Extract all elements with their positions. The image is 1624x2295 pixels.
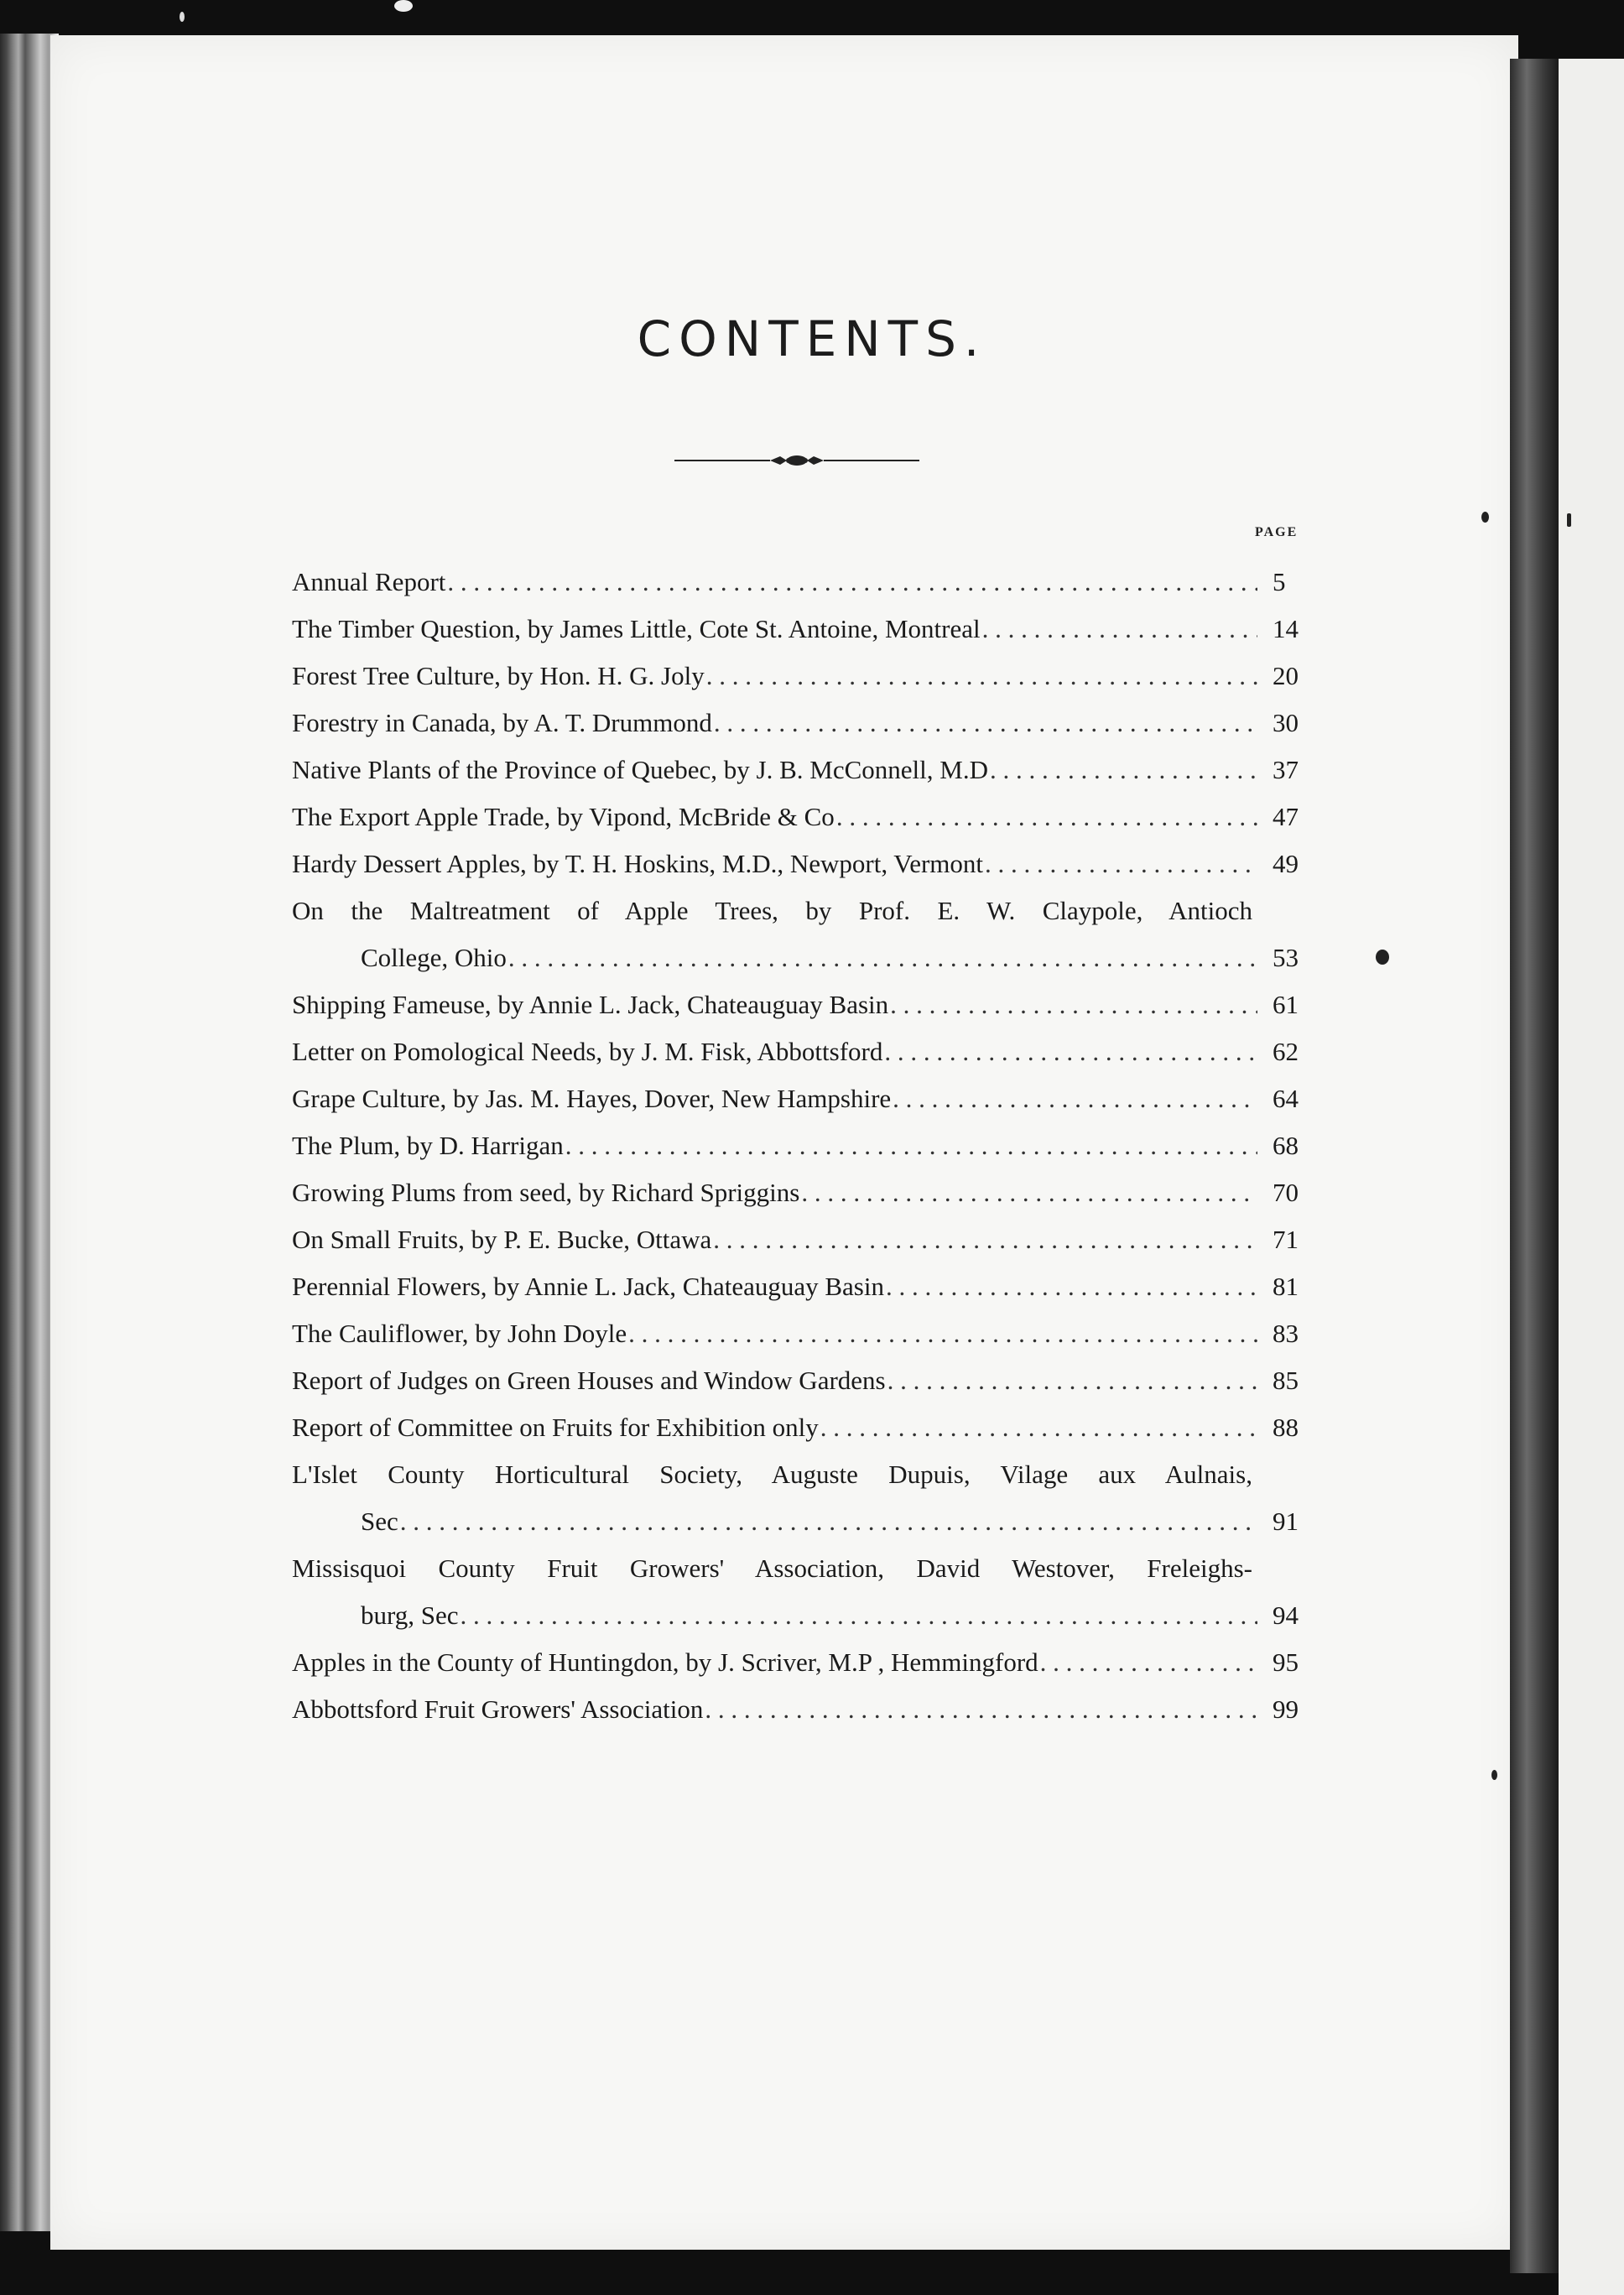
entry-page-number: 53 [1273, 943, 1299, 972]
entry-page-number: 94 [1273, 1600, 1299, 1630]
contents-entry [292, 1263, 1320, 1310]
entry-row [292, 1263, 1320, 1310]
entry-row [292, 981, 1320, 1028]
entry-title: Growing Plums from seed, by Richard Spriggins [292, 1178, 800, 1207]
contents-entry [292, 1122, 1320, 1169]
entry-row [292, 1075, 1320, 1122]
entry-page-number: 81 [1273, 1272, 1299, 1301]
contents-entry [292, 747, 1320, 794]
entry-page-number: 85 [1273, 1366, 1299, 1395]
dot-leader [461, 1592, 1257, 1639]
page-title: CONTENTS. [637, 310, 987, 367]
speck [180, 12, 185, 22]
entry-row [292, 1357, 1320, 1404]
entry-title: The Plum, by D. Harrigan [292, 1131, 564, 1160]
contents-entry [292, 840, 1320, 887]
dot-leader [1040, 1639, 1257, 1686]
dot-leader [565, 1122, 1257, 1169]
entry-row [292, 1686, 1320, 1733]
next-page-edge [1559, 59, 1624, 2295]
entry-row [292, 700, 1320, 747]
entry-title: Report of Judges on Green Houses and Window Gardens [292, 1366, 886, 1395]
dot-leader [508, 934, 1257, 981]
entry-title: Report of Committee on Fruits for Exhibition only [292, 1413, 819, 1442]
dot-leader [400, 1498, 1257, 1545]
entry-page-number: 61 [1273, 990, 1299, 1019]
dot-leader [820, 1404, 1257, 1451]
entry-row [292, 653, 1320, 700]
contents-entry [292, 1404, 1320, 1451]
entry-page-number: 5 [1273, 567, 1286, 596]
entry-title: Abbottsford Fruit Growers' Association [292, 1694, 704, 1724]
entry-title-line: On the Maltreatment of Apple Trees, by Prof. E. W. Claypole, Antioch [292, 896, 1252, 925]
contents-entry [292, 1686, 1320, 1733]
entry-page-number: 99 [1273, 1694, 1299, 1724]
entry-row [292, 934, 1320, 981]
entry-title: Sec [361, 1507, 398, 1536]
entry-title: Grape Culture, by Jas. M. Hayes, Dover, New Hampshire [292, 1084, 892, 1113]
dot-leader [982, 606, 1257, 653]
entry-title-line: Missisquoi County Fruit Growers' Association, David Westover, Freleighs- [292, 1553, 1252, 1583]
dot-leader [713, 1216, 1257, 1263]
entry-page-number: 62 [1273, 1037, 1299, 1066]
dot-leader [990, 747, 1257, 794]
page-column-label: PAGE [1255, 525, 1299, 539]
entry-title: The Export Apple Trade, by Vipond, McBride & Co [292, 802, 835, 831]
dot-leader [887, 1357, 1257, 1404]
dot-leader [893, 1075, 1257, 1122]
entry-page-number: 68 [1273, 1131, 1299, 1160]
entry-page-number: 95 [1273, 1647, 1299, 1677]
entry-page-number: 83 [1273, 1319, 1299, 1348]
entry-title: Shipping Fameuse, by Annie L. Jack, Chateauguay Basin [292, 990, 889, 1019]
entry-row [292, 1169, 1320, 1216]
entry-title: On Small Fruits, by P. E. Bucke, Ottawa [292, 1225, 712, 1254]
entry-title: burg, Sec [361, 1600, 459, 1630]
entry-row [292, 747, 1320, 794]
entry-row [292, 559, 1320, 606]
contents-list [292, 559, 1320, 1733]
entry-title: Native Plants of the Province of Quebec, by J. B. McConnell, M.D [292, 755, 988, 784]
entry-title: Perennial Flowers, by Annie L. Jack, Chateauguay Basin [292, 1272, 884, 1301]
dot-leader [884, 1028, 1257, 1075]
entry-title: Apples in the County of Huntingdon, by J. Scriver, M.P , Hemmingford [292, 1647, 1038, 1677]
entry-page-number: 30 [1273, 708, 1299, 737]
entry-page-number: 70 [1273, 1178, 1299, 1207]
entry-page-number: 91 [1273, 1507, 1299, 1536]
contents-entry [292, 606, 1320, 653]
dot-leader [836, 794, 1257, 840]
entry-row [292, 1592, 1320, 1639]
entry-row [292, 1028, 1320, 1075]
speck [1491, 1770, 1497, 1780]
dot-leader [714, 700, 1257, 747]
contents-entry [292, 653, 1320, 700]
contents-entry [292, 559, 1320, 606]
entry-page-number: 20 [1273, 661, 1299, 690]
entry-page-number: 37 [1273, 755, 1299, 784]
entry-title: Forestry in Canada, by A. T. Drummond [292, 708, 712, 737]
speck [1376, 950, 1389, 965]
contents-entry [292, 700, 1320, 747]
entry-page-number: 64 [1273, 1084, 1299, 1113]
speck [1481, 512, 1489, 523]
entry-page-number: 47 [1273, 802, 1299, 831]
entry-title: Hardy Dessert Apples, by T. H. Hoskins, M.D., Newport, Vermont [292, 849, 984, 878]
entry-row [292, 1404, 1320, 1451]
entry-page-number: 88 [1273, 1413, 1299, 1442]
entry-title-line: L'Islet County Horticultural Society, Auguste Dupuis, Vilage aux Aulnais, [292, 1460, 1252, 1489]
contents-entry [292, 794, 1320, 840]
entry-row [292, 794, 1320, 840]
contents-entry [292, 1216, 1320, 1263]
contents-entry [292, 1169, 1320, 1216]
entry-title: College, Ohio [361, 943, 507, 972]
entry-row [292, 1639, 1320, 1686]
entry-title: Letter on Pomological Needs, by J. M. Fisk, Abbottsford [292, 1037, 883, 1066]
dot-leader [801, 1169, 1257, 1216]
dot-leader [886, 1263, 1257, 1310]
entry-title: The Cauliflower, by John Doyle [292, 1319, 627, 1348]
entry-title: Forest Tree Culture, by Hon. H. G. Joly [292, 661, 705, 690]
dot-leader [447, 559, 1257, 606]
entry-page-number: 71 [1273, 1225, 1299, 1254]
entry-row [292, 1122, 1320, 1169]
dot-leader [705, 1686, 1257, 1733]
speck [1567, 513, 1571, 527]
entry-title: Annual Report [292, 567, 446, 596]
entry-page-number: 49 [1273, 849, 1299, 878]
speck [394, 0, 413, 12]
contents-entry [292, 1451, 1320, 1545]
contents-entry [292, 1639, 1320, 1686]
entry-page-number: 14 [1273, 614, 1299, 643]
ornament-divider-icon [671, 443, 923, 476]
entry-row [292, 1216, 1320, 1263]
dot-leader [985, 840, 1257, 887]
dot-leader [890, 981, 1257, 1028]
contents-entry [292, 1310, 1320, 1357]
contents-entry [292, 1545, 1320, 1639]
book-gutter [1510, 59, 1559, 2273]
entry-row [292, 840, 1320, 887]
contents-entry [292, 981, 1320, 1028]
contents-entry [292, 1028, 1320, 1075]
entry-row [292, 1310, 1320, 1357]
contents-entry [292, 887, 1320, 981]
dot-leader [706, 653, 1257, 700]
entry-row [292, 606, 1320, 653]
entry-title: The Timber Question, by James Little, Cote St. Antoine, Montreal [292, 614, 981, 643]
contents-entry [292, 1357, 1320, 1404]
dot-leader [628, 1310, 1257, 1357]
entry-row [292, 1498, 1320, 1545]
contents-entry [292, 1075, 1320, 1122]
